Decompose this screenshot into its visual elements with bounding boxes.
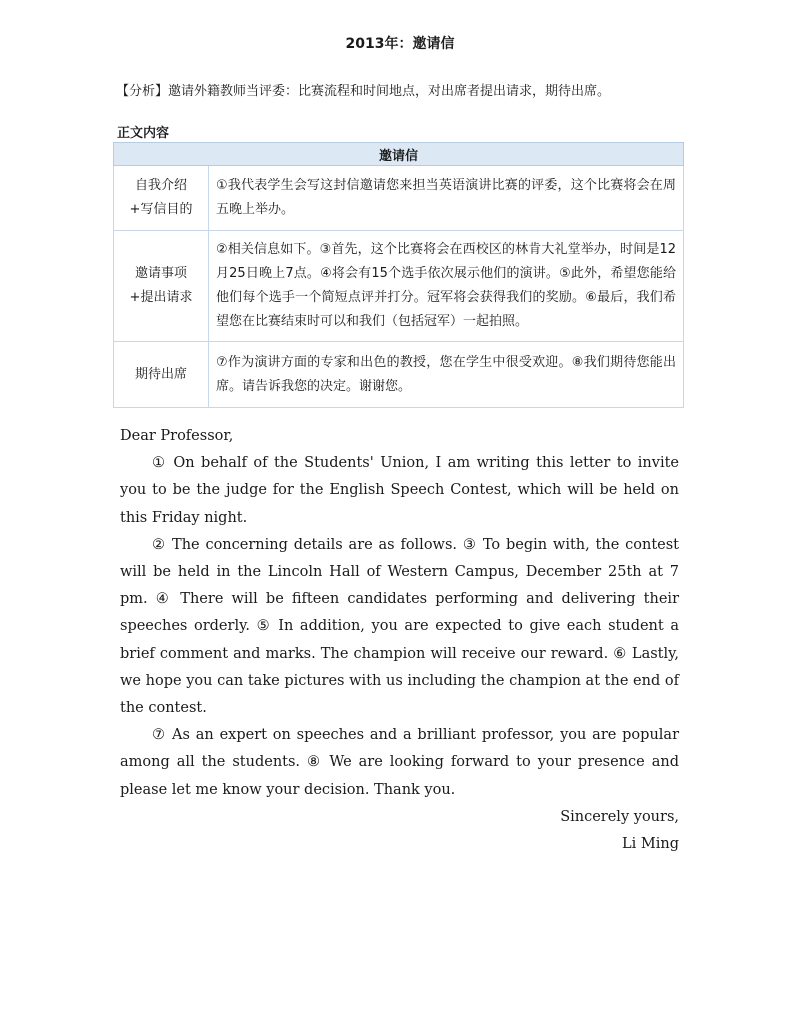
step-label-line: +提出请求: [129, 290, 193, 305]
analysis-text: 【分析】邀请外籍教师当评委：比赛流程和时间地点，对出席者提出请求，期待出席。: [116, 84, 611, 99]
page-title: 2013年：邀请信: [345, 36, 455, 52]
step-content: ①我代表学生会写这封信邀请您来担当英语演讲比赛的评委，这个比赛将会在周五晚上举办。: [209, 166, 684, 231]
table-row: [114, 166, 684, 231]
letter-paragraph: ① On behalf of the Students' Union, I am writing this letter to invite you to be the judge for the English Speech Contest, which will be held on this Friday night.: [120, 455, 679, 526]
letter-paragraph: ⑦ As an expert on speeches and a brilliant professor, you are popular among all the students. ⑧ We are looking forward to your presence and please let me know your decision. Thank you.: [120, 727, 679, 798]
letter-salutation: Dear Professor,: [120, 428, 234, 444]
table-row: [114, 342, 684, 408]
letter-outline-table: [113, 142, 684, 408]
section-label: 正文内容: [117, 126, 170, 141]
table-row: [114, 231, 684, 342]
step-content: ②相关信息如下。③首先，这个比赛将会在西校区的林肯大礼堂举办，时间是12月25日晚上7点。④将会有15个选手依次展示他们的演讲。⑤此外，希望您能给他们每个选手一个简短点评并打分。冠军将会获得我们的奖励。⑥最后，我们希望您在比赛结束时可以和我们（包括冠军）一起拍照。: [209, 231, 684, 342]
letter-closing: Sincerely yours,: [560, 808, 679, 825]
step-label: [114, 231, 209, 342]
step-label-line: 自我介绍: [134, 178, 187, 193]
step-label-line: 邀请事项: [134, 266, 187, 281]
table-header: 邀请信: [114, 143, 684, 166]
step-label-line: 期待出席: [134, 366, 187, 382]
step-content: ⑦作为演讲方面的专家和出色的教授，您在学生中很受欢迎。⑧我们期待您能出席。请告诉我您的决定。谢谢您。: [209, 342, 684, 408]
step-label: [114, 166, 209, 231]
letter-signature: Li Ming: [622, 836, 679, 853]
step-label-line: +写信目的: [129, 202, 193, 217]
letter-body: [120, 423, 679, 858]
step-label: [114, 342, 209, 408]
letter-paragraph: ② The concerning details are as follows. ③ To begin with, the contest will be held in the Lincoln Hall of Western Campus, December 25th at 7 pm. ④ There will be fifteen candidates performing and delivering their speeches orderly. ⑤ In addition, you are expected to give each student a brief comment and marks. The champion will receive our reward. ⑥ Lastly, we hope you can take pictures with us including the champion at the end of the contest.: [120, 536, 679, 717]
table-header-row: [114, 143, 684, 166]
